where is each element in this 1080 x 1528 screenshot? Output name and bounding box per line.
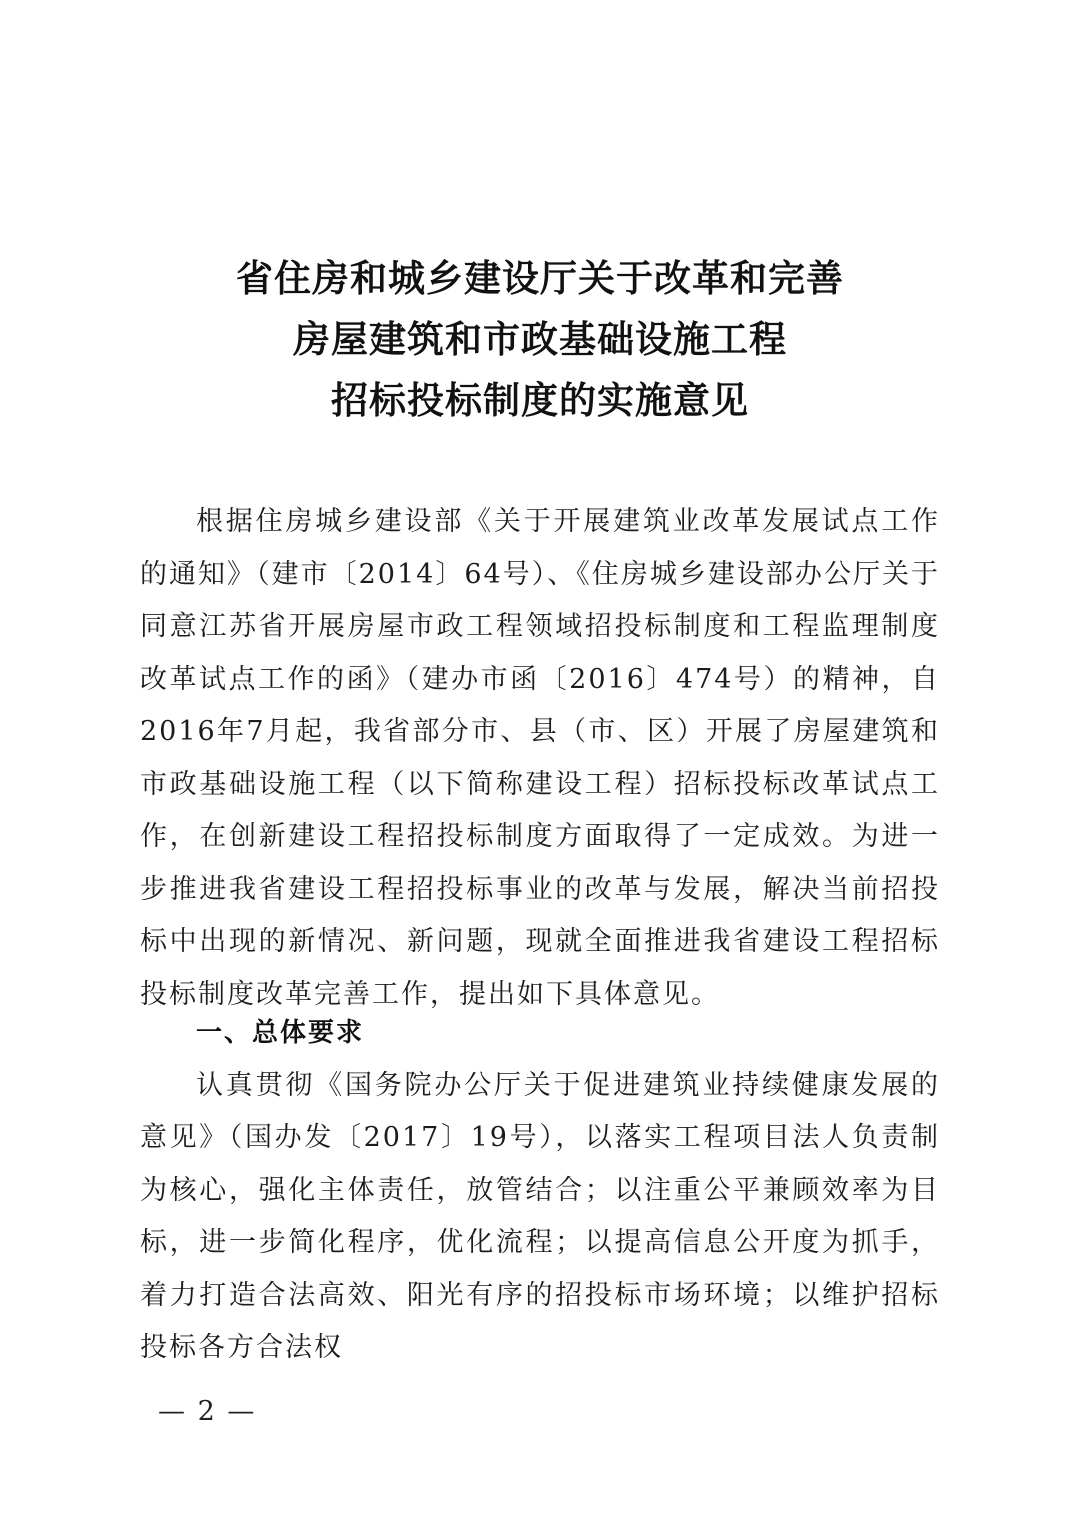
section-heading: 一、总体要求 [196, 1018, 365, 1048]
document-title [140, 248, 940, 431]
title-line-3: 招标投标制度的实施意见 [331, 378, 749, 422]
title-line-1: 省住房和城乡建设厅关于改革和完善 [236, 256, 844, 300]
intro-block [140, 496, 940, 1021]
section-paragraph: 认真贯彻《国务院办公厅关于促进建筑业持续健康发展的意见》（国办发〔2017〕19号），以落实工程项目法人负责制为核心，强化主体责任，放管结合；以注重公平兼顾效率为目标，进一步简化程序，优化流程；以提高信息公开度为抓手，着力打造合法高效、阳光有序的招投标市场环境；以维护招标投标各方合法权 [140, 1069, 940, 1363]
intro-paragraph: 根据住房城乡建设部《关于开展建筑业改革发展试点工作的通知》（建市〔2014〕64号）、《住房城乡建设部办公厅关于同意江苏省开展房屋市政工程领域招投标制度和工程监理制度改革试点工作的函》（建办市函〔2016〕474号）的精神，自2016年7月起，我省部分市、县（市、区）开展了房屋建筑和市政基础设施工程（以下简称建设工程）招标投标改革试点工作，在创新建设工程招投标制度方面取得了一定成效。为进一步推进我省建设工程招投标事业的改革与发展，解决当前招投标中出现的新情况、新问题，现就全面推进我省建设工程招标投标制度改革完善工作，提出如下具体意见。 [140, 506, 940, 1010]
page-number: — 2 — [158, 1396, 257, 1427]
title-line-2: 房屋建筑和市政基础设施工程 [293, 317, 787, 361]
section-block [140, 1007, 940, 1375]
